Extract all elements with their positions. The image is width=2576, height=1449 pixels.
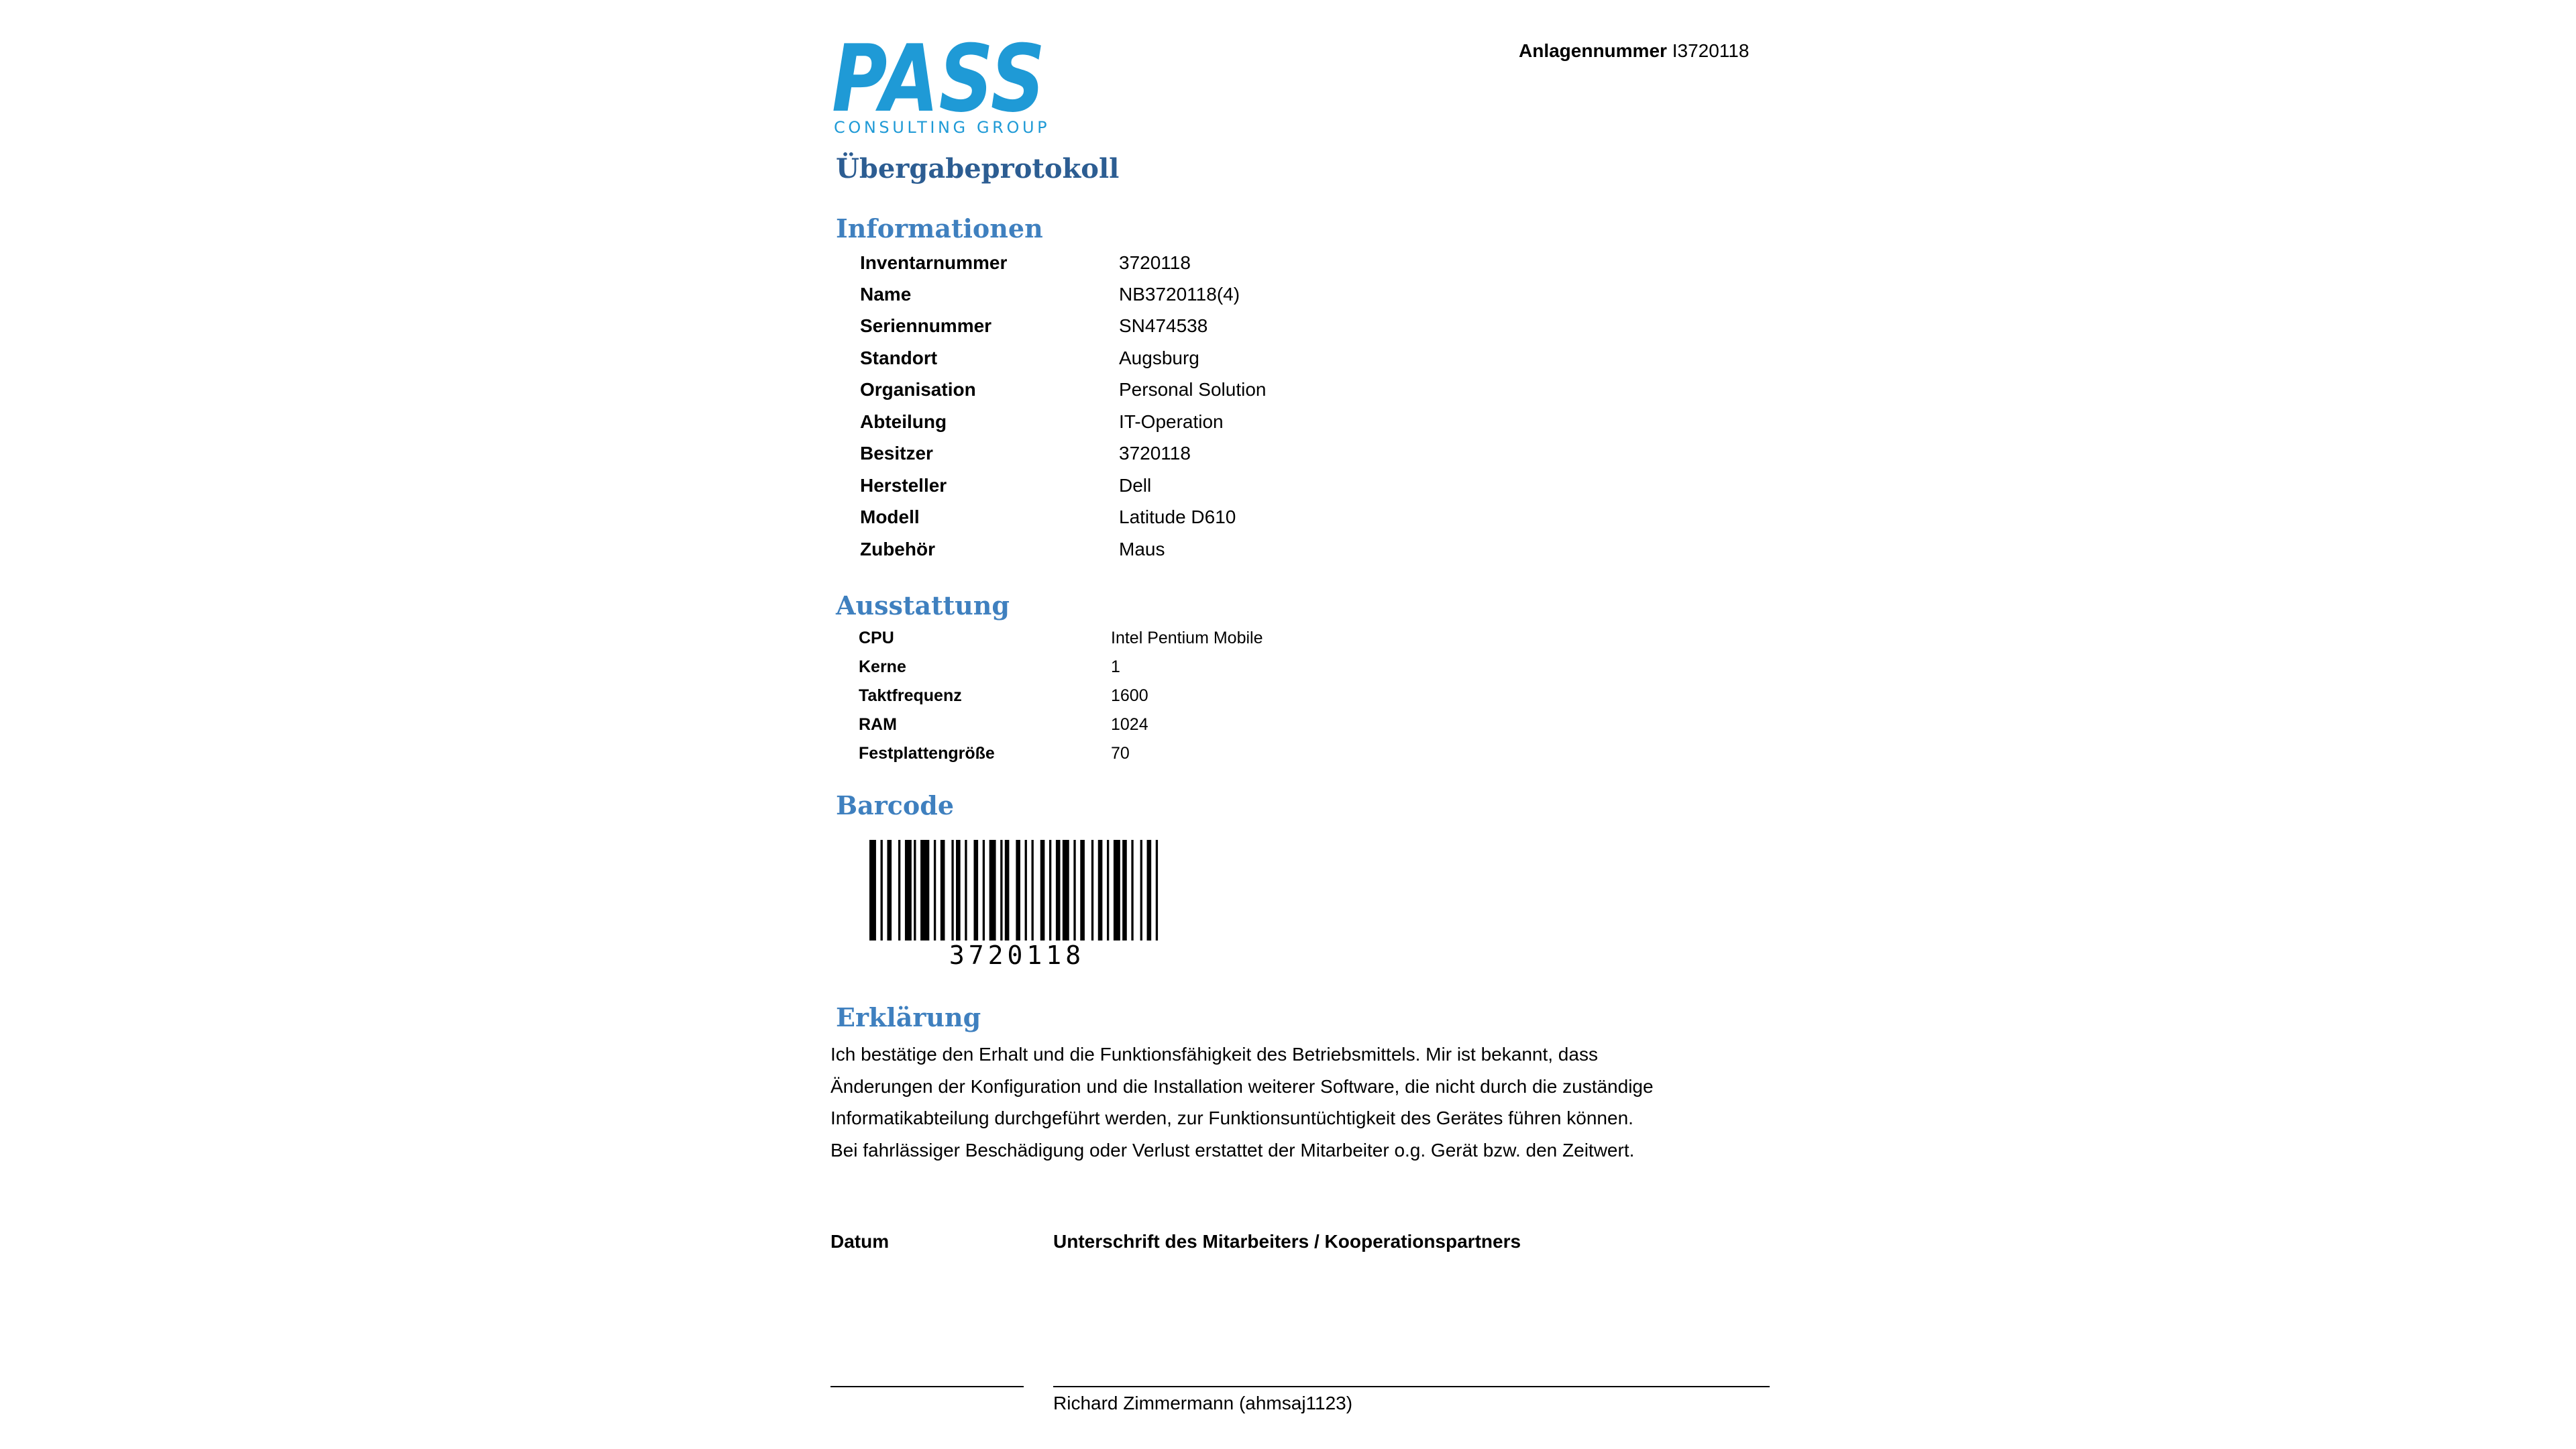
equipment-label: Kerne <box>859 657 906 676</box>
declaration-line: Bei fahrlässiger Beschädigung oder Verlust erstattet der Mitarbeiter o.g. Gerät bzw. den Zeitwert. <box>830 1139 1635 1161</box>
logo-subtitle: CONSULTING GROUP <box>834 118 1051 137</box>
info-value: Augsburg <box>1119 347 1199 368</box>
employee-signature-line <box>1053 1386 1770 1387</box>
barcode-bar <box>920 840 929 941</box>
equipment-value: 70 <box>1111 744 1130 763</box>
info-label: Name <box>860 284 912 305</box>
info-value: 3720118 <box>1119 443 1191 464</box>
barcode-image <box>869 840 1165 950</box>
svg-text:PASS: PASS <box>832 37 1045 117</box>
equipment-value: 1024 <box>1111 715 1148 734</box>
barcode-bar <box>1140 840 1142 941</box>
info-label: Hersteller <box>860 475 947 496</box>
barcode-bar <box>1049 840 1051 941</box>
barcode-bar <box>1005 840 1010 941</box>
barcode-bar <box>1107 840 1109 941</box>
section-heading-informationen: Informationen <box>836 213 1043 244</box>
date-signature-line <box>830 1386 1024 1387</box>
barcode-bar <box>887 840 892 941</box>
barcode-bar <box>1056 840 1061 941</box>
employee-signature-label: Unterschrift des Mitarbeiters / Kooperationspartners <box>1053 1231 1521 1252</box>
barcode-bar <box>898 840 900 941</box>
info-label: Organisation <box>860 379 976 400</box>
declaration-line: Änderungen der Konfiguration und die Installation weiterer Software, die nicht durch die zuständige <box>830 1075 1654 1097</box>
barcode-bar <box>989 840 996 941</box>
barcode-bar <box>914 840 916 941</box>
barcode-bar <box>983 840 985 941</box>
info-label: Seriennummer <box>860 315 992 336</box>
barcode-bar <box>1063 840 1069 941</box>
barcode-bar <box>1091 840 1093 941</box>
equipment-value: 1 <box>1111 657 1120 676</box>
barcode-bar <box>934 840 936 941</box>
barcode-bar <box>905 840 912 941</box>
info-label: Standort <box>860 347 938 368</box>
equipment-value: 1600 <box>1111 686 1148 705</box>
info-value: Personal Solution <box>1119 379 1267 400</box>
info-value: Dell <box>1119 475 1152 496</box>
document-title: Übergabeprotokoll <box>836 153 1120 184</box>
declaration-line: Informatikabteilung durchgeführt werden, zur Funktionsuntüchtigkeit des Gerätes führen können. <box>830 1108 1633 1128</box>
barcode-bar <box>869 840 876 941</box>
info-value: SN474538 <box>1119 315 1208 336</box>
date-label: Datum <box>830 1231 890 1252</box>
info-label: Zubehör <box>860 539 935 559</box>
barcode-bar <box>1073 840 1075 941</box>
info-value: IT-Operation <box>1119 411 1224 432</box>
section-heading-ausstattung: Ausstattung <box>836 590 1010 621</box>
barcode-bar <box>1156 840 1158 941</box>
barcode-bar <box>965 840 967 941</box>
barcode-bar <box>951 840 953 941</box>
barcode-bar <box>973 840 978 941</box>
asset-number <box>1519 40 1749 62</box>
signer-name: Richard Zimmermann (ahmsaj1123) <box>1053 1393 1353 1413</box>
barcode-bar <box>956 840 961 941</box>
barcode-bar <box>941 840 945 941</box>
barcode-bar <box>1025 840 1027 941</box>
barcode-bar <box>1122 840 1127 941</box>
info-label: Modell <box>860 506 920 527</box>
barcode-bar <box>1080 840 1085 941</box>
equipment-label: CPU <box>859 629 894 647</box>
equipment-value: Intel Pentium Mobile <box>1111 629 1263 647</box>
section-heading-erklaerung: Erklärung <box>836 1002 981 1032</box>
barcode-bar <box>1000 840 1002 941</box>
declaration-text <box>830 1038 1783 1166</box>
pass-logo <box>832 37 1046 117</box>
info-value: 3720118 <box>1119 252 1191 273</box>
info-label: Inventarnummer <box>860 252 1008 273</box>
barcode-bar <box>1147 840 1152 941</box>
info-value: NB3720118(4) <box>1119 284 1240 305</box>
barcode-bar <box>1016 840 1020 941</box>
equipment-label: Festplattengröße <box>859 744 995 763</box>
barcode-bar <box>1098 840 1103 941</box>
section-heading-barcode: Barcode <box>836 790 954 820</box>
equipment-label: Taktfrequenz <box>859 686 962 705</box>
asset-number-label: Anlagennummer <box>1519 40 1667 61</box>
barcode-bar <box>1032 840 1034 941</box>
asset-number-value: I3720118 <box>1672 40 1750 61</box>
barcode-bar <box>881 840 883 941</box>
info-value: Latitude D610 <box>1119 506 1236 527</box>
barcode-number: 3720118 <box>949 941 1085 970</box>
barcode-bar <box>1040 840 1045 941</box>
barcode-bar <box>1131 840 1133 941</box>
equipment-label: RAM <box>859 715 897 734</box>
info-label: Abteilung <box>860 411 947 432</box>
declaration-line: Ich bestätige den Erhalt und die Funktionsfähigkeit des Betriebsmittels. Mir ist bekannt, dass <box>830 1044 1598 1065</box>
info-value: Maus <box>1119 539 1165 559</box>
info-label: Besitzer <box>860 443 933 464</box>
barcode-bar <box>1114 840 1120 941</box>
